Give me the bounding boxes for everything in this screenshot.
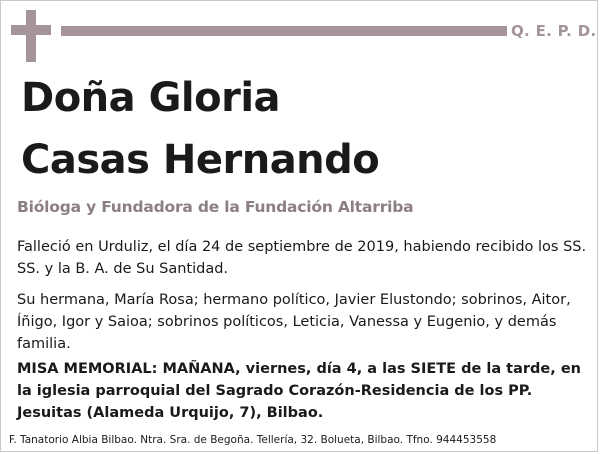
deceased-name [21, 67, 379, 191]
memorial-mass-paragraph: MISA MEMORIAL: MAÑANA, viernes, día 4, a las SIETE de la tarde, en la iglesia parroquial del Sagrado Corazón-Residencia de los PP. Jesuitas (Alameda Urquijo, 7), Bilbao. [17, 361, 581, 421]
deceased-subtitle: Bióloga y Fundadora de la Fundación Altarriba [17, 198, 414, 216]
cross-icon [11, 10, 51, 62]
header-rule [61, 26, 507, 36]
deceased-name-line1: Doña Gloria [21, 75, 281, 121]
deceased-name-line2: Casas Hernando [21, 137, 380, 183]
death-notice-paragraph: Falleció en Urduliz, el día 24 de septiembre de 2019, habiendo recibido los SS. SS. y la B. A. de Su Santidad. [17, 239, 587, 277]
family-paragraph: Su hermana, María Rosa; hermano político, Javier Elustondo; sobrinos, Aitor, Íñigo, Igor y Saioa; sobrinos políticos, Leticia, Vanessa y Eugenio, y demás familia. [17, 292, 571, 352]
funeral-home-footer: F. Tanatorio Albia Bilbao. Ntra. Sra. de Begoña. Tellería, 32. Bolueta, Bilbao. Tfno. 944453558 [9, 434, 497, 446]
qepd-label: Q. E. P. D. [511, 22, 597, 40]
